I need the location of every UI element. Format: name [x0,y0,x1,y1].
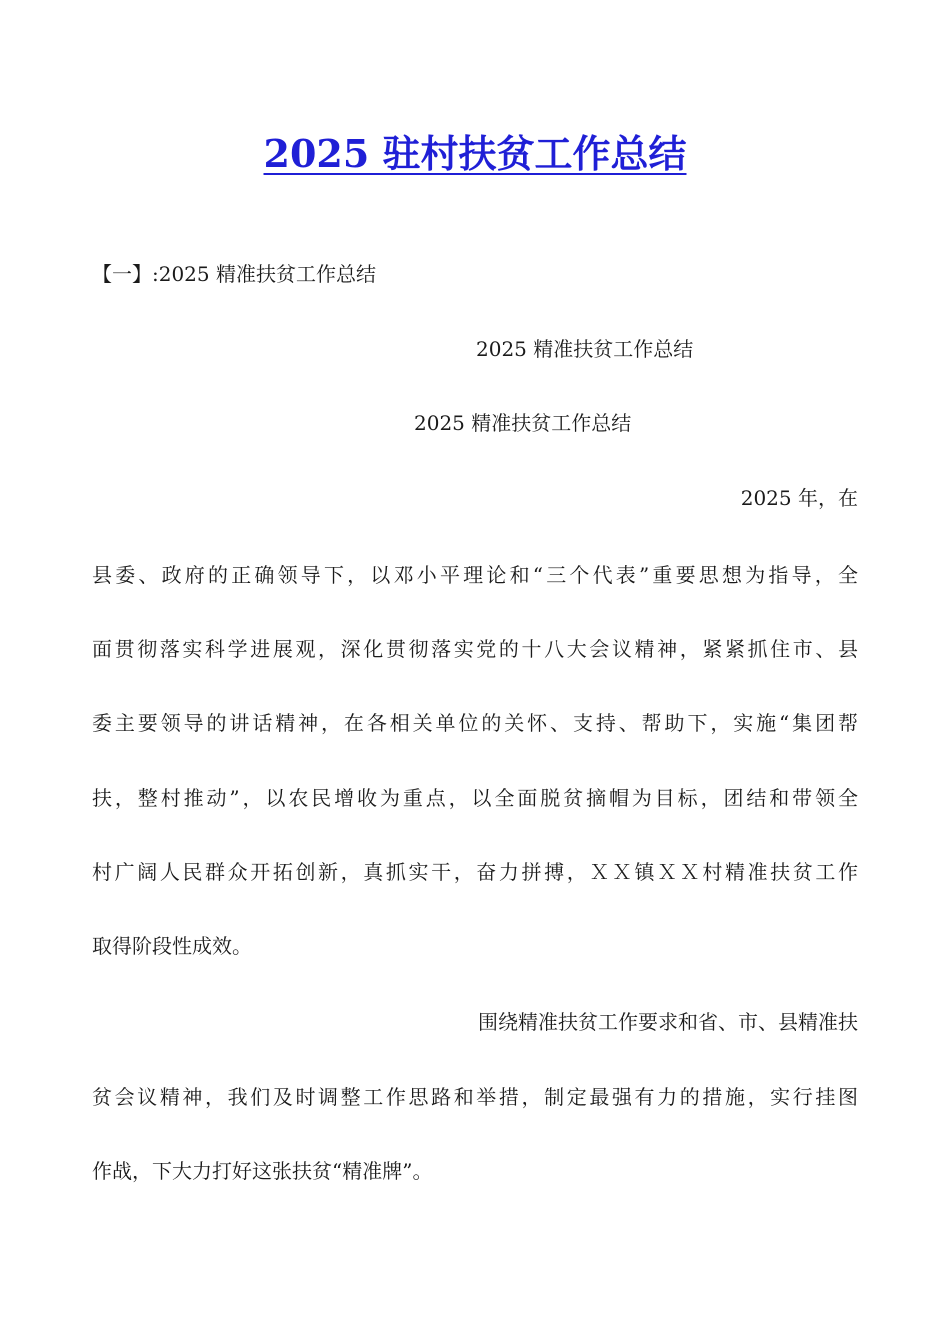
paragraph-1-line: 委主要领导的讲话精神，在各相关单位的关怀、支持、帮助下，实施“集团帮 [92,711,858,735]
paragraph-2-line: 贫会议精神，我们及时调整工作思路和举措，制定最强有力的措施，实行挂图 [92,1085,858,1109]
paragraph-2-last-line: 作战，下大力打好这张扶贫“精准牌”。 [92,1159,433,1183]
paragraph-1-line: 面贯彻落实科学进展观，深化贯彻落实党的十八大会议精神，紧紧抓住市、县 [92,637,858,661]
document-title[interactable]: 2025 驻村扶贫工作总结 [263,131,687,176]
paragraph-2-lead: 围绕精准扶贫工作要求和省、市、县精准扶 [478,1010,858,1034]
paragraph-1-line: 村广阔人民群众开拓创新，真抓实干，奋力拼搏，ＸＸ镇ＸＸ村精准扶贫工作 [92,860,858,884]
paragraph-1-last-line: 取得阶段性成效。 [92,934,252,958]
paragraph-1-line: 扶，整村推动”，以农民增收为重点，以全面脱贫摘帽为目标，团结和带领全 [92,786,858,810]
paragraph-1-line: 县委、政府的正确领导下，以邓小平理论和“三个代表”重要思想为指导，全 [92,563,858,587]
subtitle-2: 2025 精准扶贫工作总结 [414,411,632,435]
paragraph-1-lead: 2025 年，在 [740,486,858,510]
subtitle-1: 2025 精准扶贫工作总结 [476,337,694,361]
section-heading: 【一】:2025 精准扶贫工作总结 [92,262,376,286]
